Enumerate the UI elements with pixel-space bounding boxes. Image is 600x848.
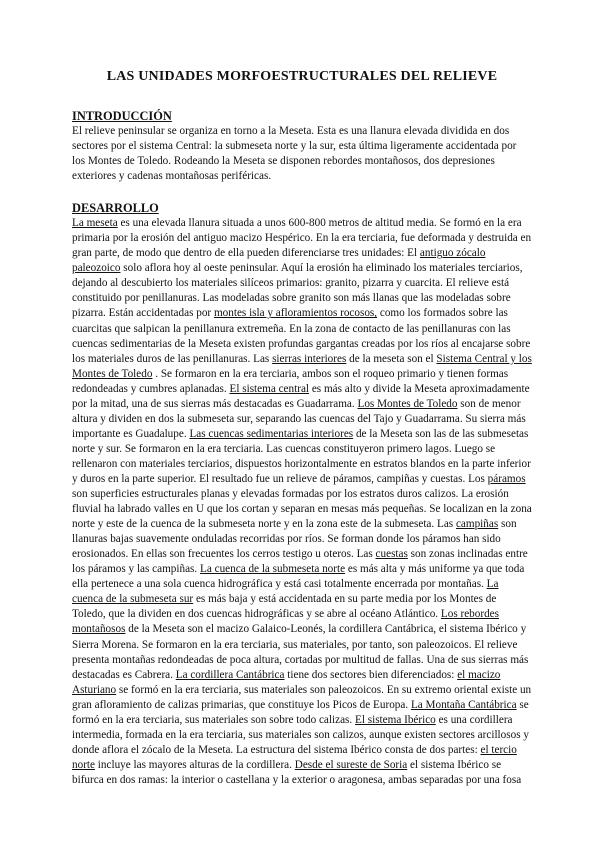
underlined-term: antiguo zócalo paleozoico bbox=[72, 247, 486, 275]
body-text: tiene dos sectores bien diferenciados: bbox=[284, 668, 458, 681]
underlined-term: montes isla y afloramientos rocosos, bbox=[213, 307, 378, 320]
section-heading-desarrollo: DESARROLLO bbox=[72, 201, 159, 216]
body-text: se formó en la era terciaria, sus materiales son paleozoicos. En su extremo oriental existe un gran afloramiento de calizas primarias, que constituye los Picos de Europa. bbox=[72, 683, 532, 711]
underlined-term: Desde el sureste de Soria bbox=[294, 758, 408, 771]
body-text: es una cordillera intermedia, formada en la era terciaria, sus materiales son calizos, aunque existen sectores arcillosos y donde aflora el zócalo de la Meseta. La estructura del sistema Ibérico consta de dos partes: bbox=[72, 713, 529, 756]
underlined-term: campiñas bbox=[455, 518, 499, 531]
body-text: es más alta y más uniforme ya que toda ella pertenece a una sola cuenca hidrográfica y está casi totalmente encerrada por montañas. bbox=[72, 563, 525, 591]
body-text: son zonas inclinadas entre los páramos y las campiñas. bbox=[72, 548, 528, 576]
body-text: es una elevada llanura situada a unos 600-800 metros de altitud media. Se formó en la era primaria por la erosión del antiguo macizo Hespérico. En la era terciaria, fue deformada y destruida en gran parte, de modo que dentro de ella pueden diferenciarse tres unidades: El bbox=[72, 217, 532, 260]
underlined-term: Sistema Central y los Montes de Toledo bbox=[72, 352, 532, 380]
body-text: solo aflora hoy al oeste peninsular. Aquí la erosión ha eliminado los materiales terciarios, dejando al descubierto los materiales silíceos primarios: granito, pizarra y cuarcita. El relieve está constituido por penillanuras. Las modeladas sobre granito son más llanas que las modeladas sobre pizarra. Están accidentadas por bbox=[72, 262, 523, 320]
body-text: son llanuras bajas suavemente onduladas recorridas por ríos. Se forman donde los páramos han sido erosionados. En ellas son frecuentes los cerros testigo u oteros. Las bbox=[72, 518, 517, 561]
underlined-term: El sistema Ibérico bbox=[355, 713, 436, 726]
body-text: de la Meseta son el macizo Galaico-Leonés, la cordillera Cantábrica, el sistema Ibérico y Sierra Morena. Se formaron en la era terciaria, sus materiales, por tanto, son paleozoicos. El relieve presenta montañas redondeadas de poca altura, cortadas por multitud de fallas. Una de sus sierras más destacadas es Cabrera. bbox=[72, 623, 529, 681]
body-text: es más baja y está accidentada en su parte media por los Montes de Toledo, que la dividen en dos cuencas hidrográficas y se abre al océano Atlántico. bbox=[72, 593, 497, 621]
section-body-introduccion bbox=[72, 124, 532, 184]
underlined-term: el tercio norte bbox=[72, 743, 517, 771]
body-text: de la Meseta son las de las submesetas norte y sur. Se formaron en la era terciaria. Las cuencas constituyeron primero lagos. Luego se rellenaron con materiales terciarios, dispuestos horizontalmente en estratos blandos en la parte inferior y duros en la parte superior. El resultado fue un relieve de páramos, campiñas y cuestas. Los bbox=[72, 427, 531, 485]
body-text: es más alto y divide la Meseta aproximadamente por la mitad, una de sus sierras más destacadas es Guadarrama. bbox=[72, 382, 530, 410]
section-heading-introduccion: INTRODUCCIÓN bbox=[72, 109, 172, 123]
body-text: . Se formaron en la era terciaria, ambos son el roqueo primario y tienen formas redondeadas y cumbres aplanadas. bbox=[72, 367, 509, 395]
underlined-term: el macizo Asturiano bbox=[72, 668, 501, 696]
body-text: El relieve peninsular se organiza en torno a la Meseta. Esta es una llanura elevada dividida en dos sectores por el sistema Central: la submeseta norte y la sur, esta última ligeramente accidentada por los Montes de Toledo. Rodeando la Meseta se disponen rebordes montañosos, dos depresiones exteriores y cadenas montañosas periféricas. bbox=[72, 125, 517, 183]
underlined-term: cuestas bbox=[375, 548, 408, 561]
underlined-term: La meseta bbox=[72, 217, 118, 230]
section-body-desarrollo bbox=[72, 216, 532, 788]
underlined-term: La cordillera Cantábrica bbox=[175, 668, 285, 681]
underlined-term: Los Montes de Toledo bbox=[357, 397, 458, 410]
underlined-term: páramos bbox=[487, 472, 526, 485]
body-text: como los formados sobre las cuarcitas que salpican la penillanura extremeña. En la zona de contacto de las penillanuras con las cuencas sedimentarias de la Meseta existen profundas gargantas creadas por los ríos al encajarse sobre los materiales duros de las penillanuras. Las bbox=[72, 307, 531, 365]
underlined-term: El sistema central bbox=[229, 382, 310, 395]
body-text: el sistema Ibérico se bifurca en dos ramas: la interior o castellana y la exterior o aragonesa, ambas separadas por una fosa bbox=[72, 758, 522, 786]
document-title: LAS UNIDADES MORFOESTRUCTURALES DEL RELIEVE bbox=[106, 69, 498, 84]
document-page bbox=[72, 68, 532, 804]
underlined-term: sierras interiores bbox=[272, 352, 347, 365]
body-text: son superficies estructurales planas y elevadas formadas por los estratos duros calizos. La erosión fluvial ha labrado valles en U que los cortan y separan en mesas más pequeñas. Se localizan en la zona norte y este de la cuenca de la submeseta norte y en la zona este de la submeseta. Las bbox=[72, 488, 532, 531]
body-text: se formó en la era terciaria, sus materiales son sobre todo calizas. bbox=[72, 698, 529, 726]
body-text: de la meseta son el bbox=[346, 352, 437, 365]
underlined-term: La Montaña Cantábrica bbox=[410, 698, 517, 711]
underlined-term: Los rebordes montañosos bbox=[72, 608, 500, 636]
body-text: incluye las mayores alturas de la cordillera. bbox=[95, 758, 295, 771]
body-text: son de menor altura y dividen en dos la submeseta sur, separando las cuencas del Tajo y Guadarrama. Su sierra más importante es Guadalupe. bbox=[72, 397, 526, 440]
underlined-term: Las cuencas sedimentarias interiores bbox=[189, 427, 354, 440]
underlined-term: La cuenca de la submeseta norte bbox=[200, 563, 346, 576]
underlined-term: La cuenca de la submeseta sur bbox=[72, 578, 499, 606]
